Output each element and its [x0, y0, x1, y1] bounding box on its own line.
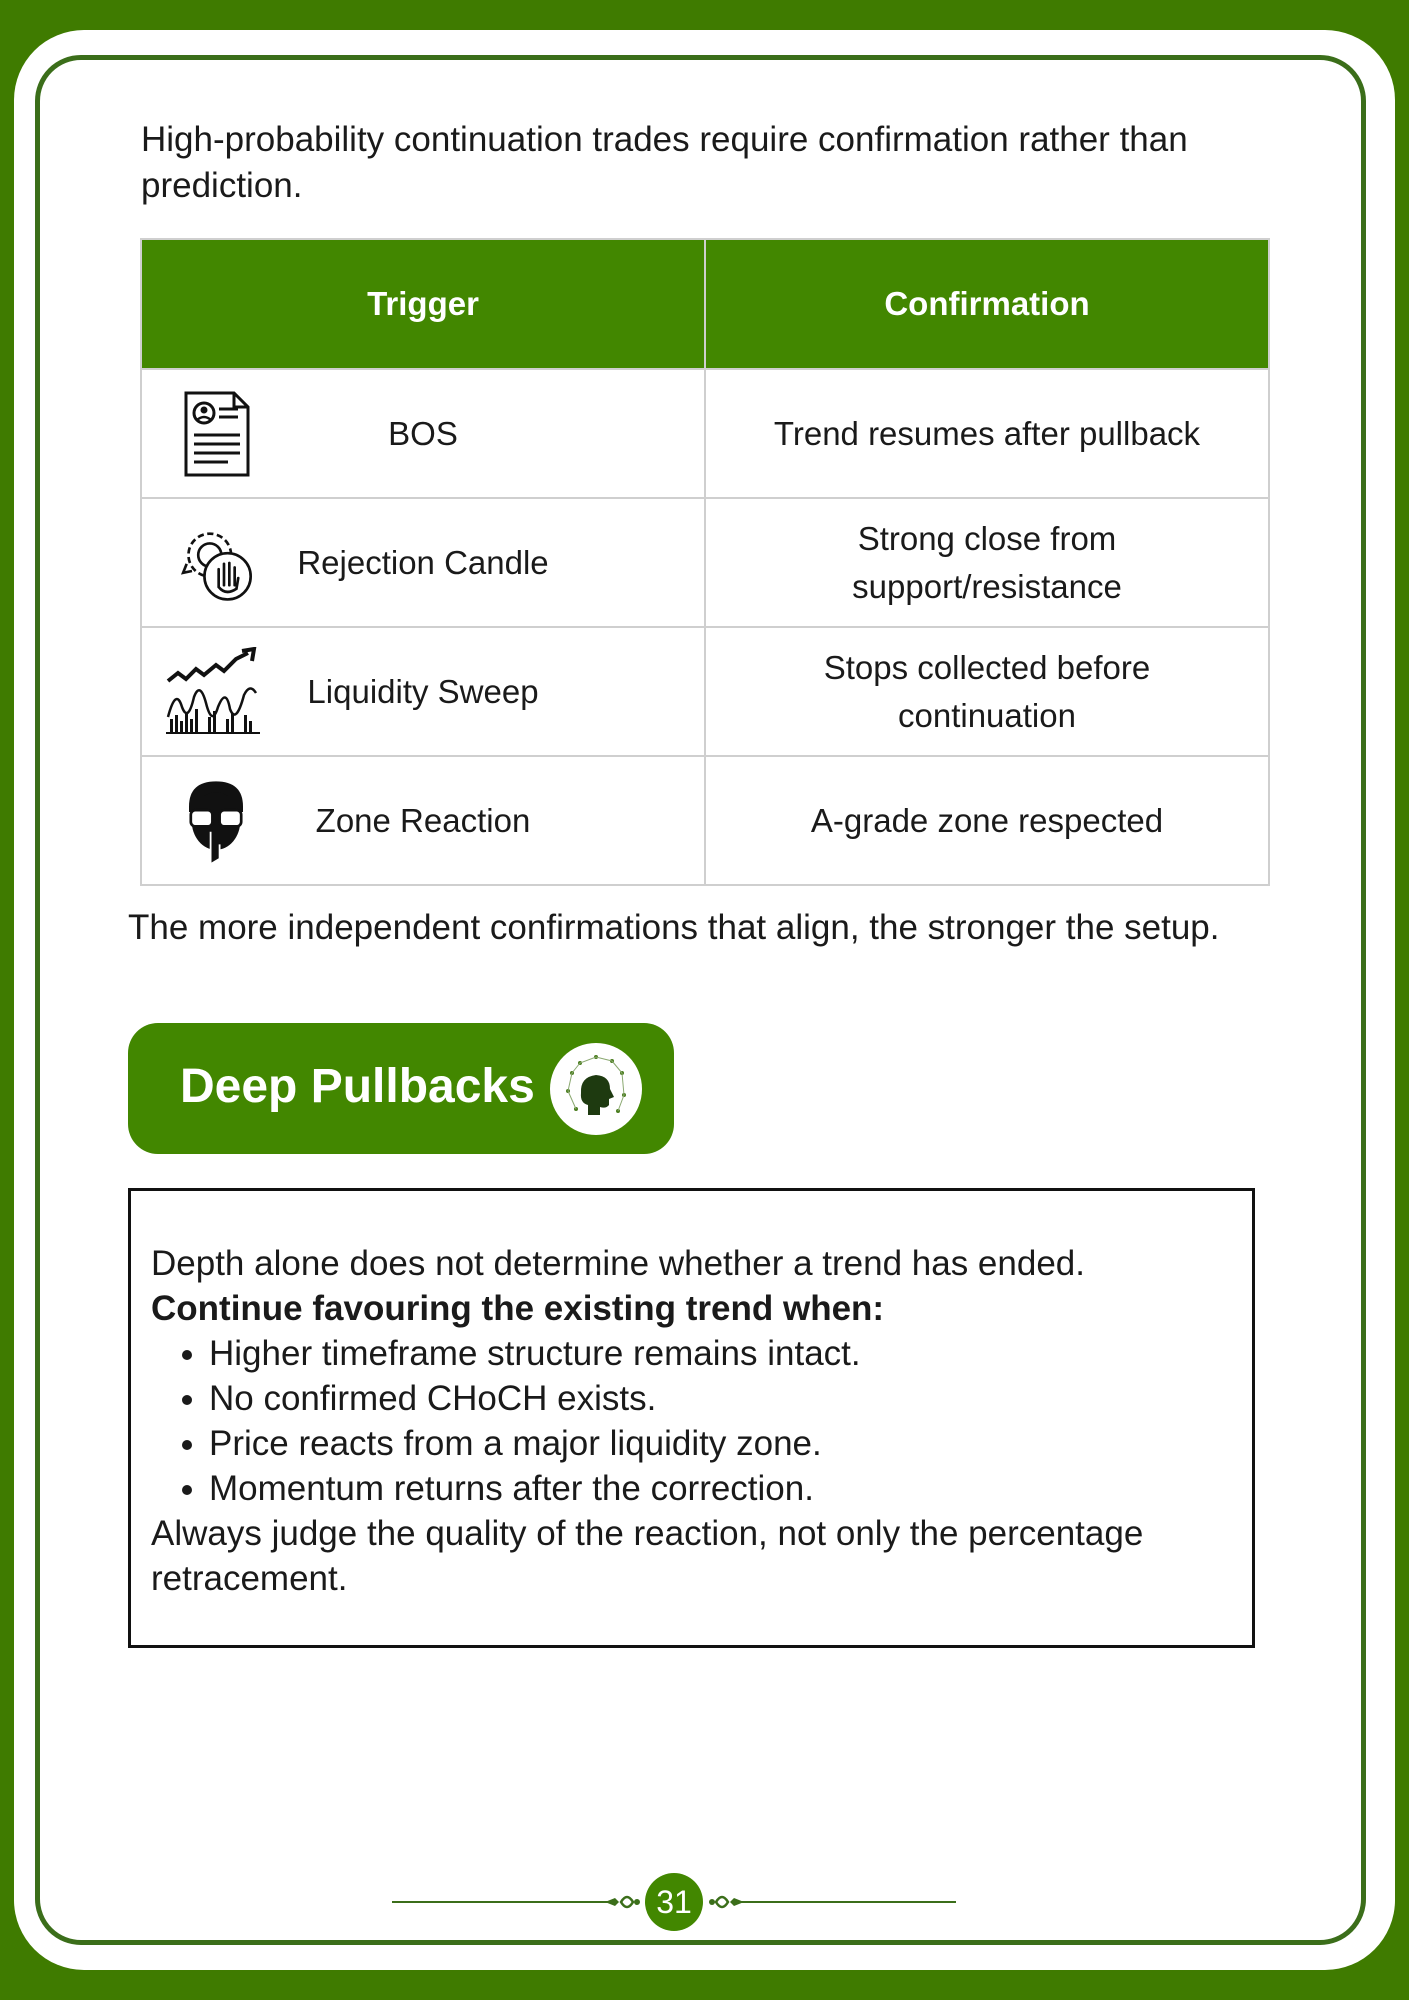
table-row — [141, 369, 1269, 498]
list-item: • No confirmed CHoCH exists. — [209, 1376, 1232, 1421]
document-profile-icon — [176, 389, 256, 479]
footer-rule-right — [740, 1901, 956, 1903]
trigger-cell — [141, 498, 705, 627]
table-row — [141, 498, 1269, 627]
mid-paragraph: The more independent confirmations that align, the stronger the setup. — [128, 908, 1220, 947]
table-row — [141, 627, 1269, 756]
infobox-heading: Continue favouring the existing trend when: — [151, 1289, 885, 1328]
trigger-cell — [141, 369, 705, 498]
table-row — [141, 756, 1269, 885]
infobox-intro: Depth alone does not determine whether a trend has ended. — [151, 1244, 1085, 1283]
list-item: • Price reacts from a major liquidity zone. — [209, 1421, 1232, 1466]
header-trigger: Trigger — [141, 239, 705, 369]
intro-paragraph: High-probability continuation trades require confirmation rather than prediction. — [141, 120, 1188, 205]
confirmation-cell — [705, 627, 1269, 756]
trigger-cell — [141, 627, 705, 756]
section-title: Deep Pullbacks — [180, 1060, 535, 1113]
trigger-label: Rejection Candle — [297, 543, 549, 581]
confirmation-cell: A-grade zone respected — [705, 756, 1269, 885]
list-item: • Higher timeframe structure remains intact. — [209, 1331, 1232, 1376]
header-confirmation: Confirmation — [705, 239, 1269, 369]
footer-ornament-left-icon — [603, 1890, 643, 1914]
trend-chart-icon — [164, 647, 264, 737]
table-header-row — [141, 239, 1269, 369]
section-badge — [550, 1043, 642, 1135]
person-shush-icon — [176, 776, 256, 866]
list-item: • Momentum returns after the correction. — [209, 1466, 1232, 1511]
head-network-icon — [550, 1043, 642, 1135]
gear-hand-stop-icon — [176, 518, 256, 608]
confirmation-cell — [705, 498, 1269, 627]
condition-list — [151, 1331, 1232, 1511]
trigger-confirmation-table — [140, 238, 1270, 886]
confirmation-cell: Trend resumes after pullback — [705, 369, 1269, 498]
infobox-closing: Always judge the quality of the reaction, not only the percentage retracement. — [151, 1514, 1144, 1598]
trigger-cell — [141, 756, 705, 885]
trigger-label: Liquidity Sweep — [307, 672, 539, 710]
page-number: 31 — [645, 1873, 703, 1931]
footer-rule-left — [392, 1901, 614, 1903]
confirmation-text: Strong close from support/resistance — [852, 519, 1122, 605]
section-heading-pill — [128, 1023, 674, 1154]
trigger-label: Zone Reaction — [315, 801, 531, 839]
deep-pullbacks-box — [128, 1188, 1255, 1648]
trigger-label: BOS — [388, 414, 458, 452]
confirmation-text: Stops collected before continuation — [823, 648, 1151, 734]
